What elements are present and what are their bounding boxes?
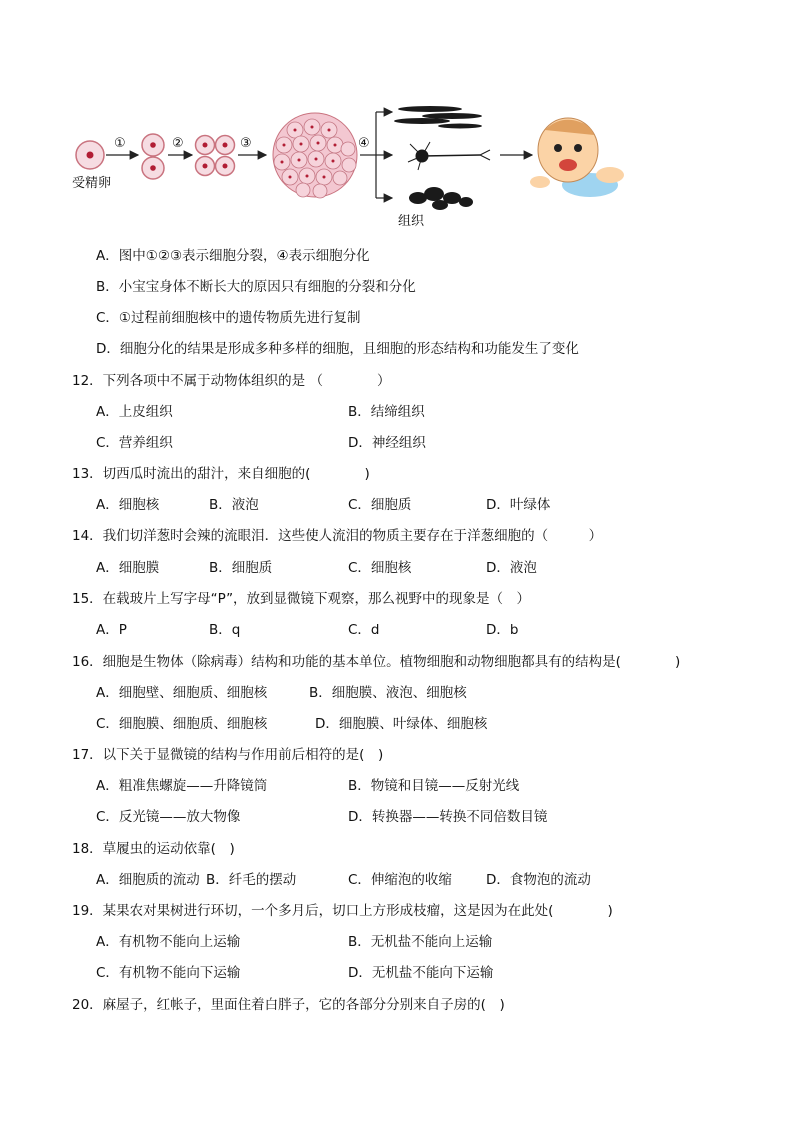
q14-stem: 14．我们切洋葱时会辣的流眼泪．这些使人流泪的物质主要存在于洋葱细胞的（ ） — [72, 528, 603, 544]
q19-option-c: C．有机物不能向下运输 — [96, 965, 241, 981]
q12-stem: 12．下列各项中不属于动物体组织的是 （ ） — [72, 373, 391, 389]
q20-stem: 20．麻屋子，红帐子，里面住着白胖子，它的各部分分别来自子房的( ) — [72, 997, 505, 1013]
q18-option-c: C．伸缩泡的收缩 — [348, 872, 452, 888]
q18-option-d: D．食物泡的流动 — [486, 872, 591, 888]
step-4-label: ④ — [358, 136, 370, 151]
step-1-label: ① — [114, 136, 126, 151]
two-cell-stage — [142, 134, 164, 179]
q12-option-a: A．上皮组织 — [96, 404, 173, 420]
step-2-label: ② — [172, 136, 184, 151]
q14-option-c: C．细胞核 — [348, 560, 412, 576]
muscle-tissue — [394, 106, 482, 129]
q15-option-d: D．b — [486, 622, 519, 638]
q18-option-b: B．纤毛的摆动 — [206, 872, 297, 888]
q17-option-c: C．反光镜——放大物像 — [96, 809, 241, 825]
q19-option-b: B．无机盐不能向上运输 — [348, 934, 493, 950]
connective-tissue — [409, 187, 473, 210]
q18-option-a: A．细胞质的流动 — [96, 872, 200, 888]
zygote-cell — [76, 141, 104, 169]
baby-illustration — [530, 118, 624, 197]
q16-option-c: C．细胞膜、细胞质、细胞核 — [96, 716, 268, 732]
zygote-label: 受精卵 — [72, 176, 112, 191]
q12-option-c: C．营养组织 — [96, 435, 173, 451]
q18-stem: 18．草履虫的运动依靠( ) — [72, 841, 235, 857]
q17-option-b: B．物镜和目镜——反射光线 — [348, 778, 520, 794]
q19-stem: 19．某果农对果树进行环切，一个多月后，切口上方形成枝瘤，这是因为在此处( ) — [72, 903, 613, 919]
q11-option-c: C．①过程前细胞核中的遗传物质先进行复制 — [96, 310, 361, 326]
q12-option-d: D．神经组织 — [348, 435, 426, 451]
q11-option-b: B．小宝宝身体不断长大的原因只有细胞的分裂和分化 — [96, 279, 416, 295]
q15-stem: 15．在载玻片上写字母“P”，放到显微镜下观察，那么视野中的现象是（ ） — [72, 591, 531, 607]
q15-option-b: B．q — [209, 622, 241, 638]
q12-option-b: B．结缔组织 — [348, 404, 425, 420]
q16-option-a: A．细胞壁、细胞质、细胞核 — [96, 685, 268, 701]
q13-option-d: D．叶绿体 — [486, 497, 551, 513]
q13-option-b: B．液泡 — [209, 497, 259, 513]
q19-option-a: A．有机物不能向上运输 — [96, 934, 241, 950]
q13-stem: 13．切西瓜时流出的甜汁，来自细胞的( ) — [72, 466, 370, 482]
q17-option-a: A．粗准焦螺旋——升降镜筒 — [96, 778, 268, 794]
cell-mass — [273, 113, 357, 198]
q11-option-d: D．细胞分化的结果是形成多种多样的细胞，且细胞的形态结构和功能发生了变化 — [96, 341, 579, 357]
q13-option-a: A．细胞核 — [96, 497, 160, 513]
q16-option-d: D．细胞膜、叶绿体、细胞核 — [315, 716, 488, 732]
nerve-tissue — [408, 142, 490, 170]
q16-option-b: B．细胞膜、液泡、细胞核 — [309, 685, 467, 701]
q11-option-a: A．图中①②③表示细胞分裂，④表示细胞分化 — [96, 248, 370, 264]
q17-option-d: D．转换器——转换不同倍数目镜 — [348, 809, 548, 825]
four-cell-stage — [196, 136, 235, 176]
development-diagram — [70, 100, 630, 230]
tissue-branch-arrows — [376, 112, 392, 198]
cell-development-figure — [70, 100, 630, 230]
q16-stem: 16．细胞是生物体（除病毒）结构和功能的基本单位。植物细胞和动物细胞都具有的结构是( ) — [72, 654, 681, 670]
q15-option-a: A．P — [96, 622, 127, 638]
q15-option-c: C．d — [348, 622, 380, 638]
q13-option-c: C．细胞质 — [348, 497, 412, 513]
q14-option-b: B．细胞质 — [209, 560, 273, 576]
q19-option-d: D．无机盐不能向下运输 — [348, 965, 494, 981]
tissue-label: 组织 — [398, 214, 425, 229]
q17-stem: 17．以下关于显微镜的结构与作用前后相符的是( ) — [72, 747, 384, 763]
q14-option-d: D．液泡 — [486, 560, 537, 576]
q14-option-a: A．细胞膜 — [96, 560, 160, 576]
step-3-label: ③ — [240, 136, 252, 151]
